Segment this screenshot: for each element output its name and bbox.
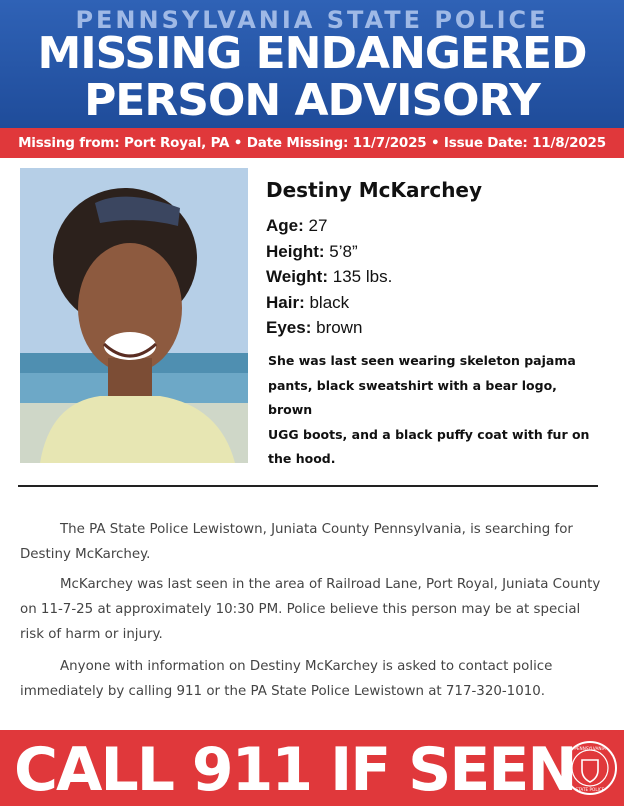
badge-mid-text: STATE POLICE xyxy=(575,787,605,792)
height-row xyxy=(266,242,358,262)
call-911-text: CALL 911 IF SEEN xyxy=(14,735,576,805)
hair-label: Hair: xyxy=(266,293,305,312)
advisory-header xyxy=(0,0,624,128)
height-label: Height: xyxy=(266,242,325,261)
badge-top-text: PENNSYLVANIA xyxy=(574,746,606,751)
description-line: She was last seen wearing skeleton pajama xyxy=(268,353,576,368)
description-line: UGG boots, and a black puffy coat with fur on xyxy=(268,426,590,442)
eyes-row xyxy=(266,318,362,338)
description-line: pants, black sweatshirt with a bear logo, brown xyxy=(268,377,557,417)
agency-name: PENNSYLVANIA STATE POLICE xyxy=(75,6,549,34)
hair-value: black xyxy=(309,293,350,312)
contact-paragraph: Anyone with information on Destiny McKarchey is asked to contact police immediately by calling 911 or the PA State Police Lewistown at 717-320-1010. xyxy=(20,659,553,699)
last-seen-paragraph: McKarchey was last seen in the area of Railroad Lane, Port Royal, Juniata County on 11-7-25 at approximately 10:30 PM. Police believe this person may be at special risk of harm or injury. xyxy=(20,577,601,642)
height-value: 5’8” xyxy=(329,242,358,261)
age-row xyxy=(266,216,327,236)
age-value: 27 xyxy=(308,216,328,235)
hair-row xyxy=(266,293,349,313)
section-divider xyxy=(18,485,598,487)
call-911-banner xyxy=(0,730,624,806)
weight-label: Weight: xyxy=(266,267,329,286)
description-line: the hood. xyxy=(268,451,336,466)
photo-illustration xyxy=(20,168,248,463)
eyes-label: Eyes: xyxy=(266,318,312,337)
state-police-badge-icon xyxy=(562,740,618,796)
search-paragraph: The PA State Police Lewistown, Juniata County Pennsylvania, is searching for Destiny McKarchey. xyxy=(20,522,573,562)
missing-person-photo xyxy=(20,168,248,463)
age-label: Age: xyxy=(266,216,304,235)
advisory-title-line1: MISSING ENDANGERED xyxy=(37,28,587,79)
person-name: Destiny McKarchey xyxy=(266,178,483,202)
missing-info-bar: Missing from: Port Royal, PA • Date Missing: 11/7/2025 • Issue Date: 11/8/2025 xyxy=(0,128,624,158)
eyes-value: brown xyxy=(316,318,363,337)
clothing-description xyxy=(268,349,603,472)
advisory-title-line2: PERSON ADVISORY xyxy=(84,75,540,126)
weight-row xyxy=(266,267,392,287)
weight-value: 135 lbs. xyxy=(332,267,393,286)
